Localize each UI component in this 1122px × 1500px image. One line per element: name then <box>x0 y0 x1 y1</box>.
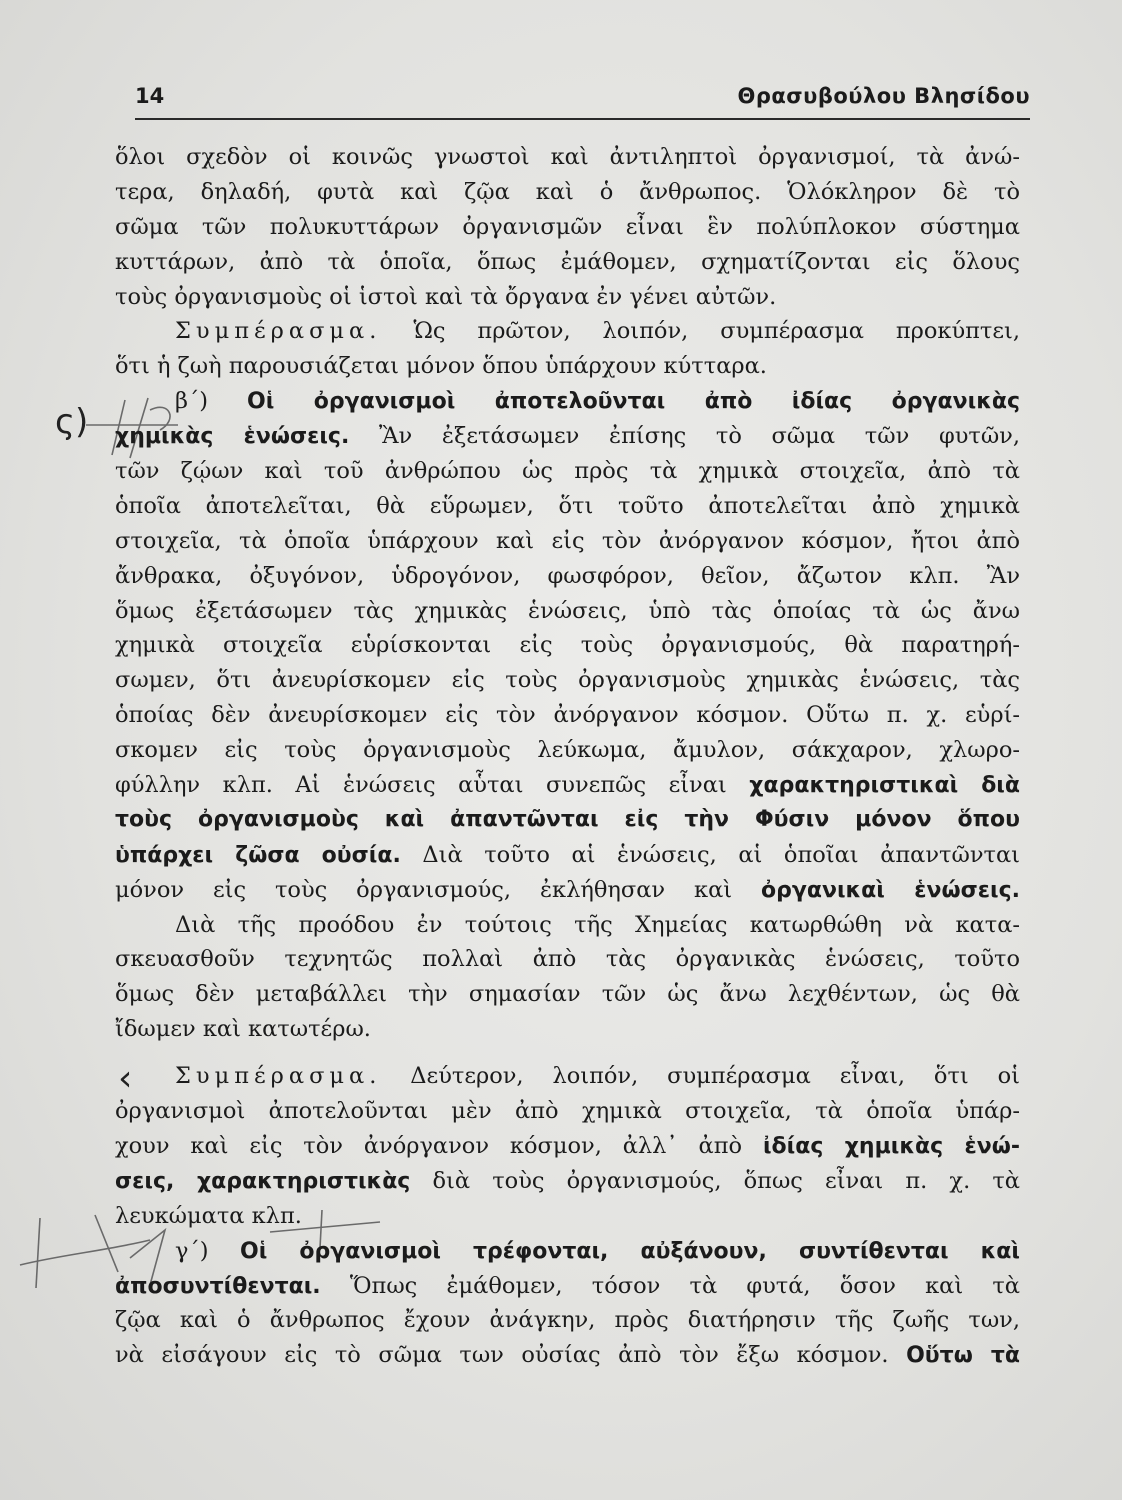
bold-text: ὀργανικαὶ ἑνώσεις. <box>761 877 1020 903</box>
text-line: ὁποῖα ἀποτελεῖται, θὰ εὕρωμεν, ὅτι τοῦτο ἀποτελεῖται ἀπὸ χημικὰ <box>115 492 1020 519</box>
text-line: τερα, δηλαδή, φυτὰ καὶ ζῷα καὶ ὁ ἄνθρωπος. Ὁλόκληρον δὲ τὸ <box>115 178 1020 205</box>
text-line: σεις, χαρακτηριστικὰς διὰ τοὺς ὀργανισμούς, ὅπως εἶναι π. χ. τὰ <box>115 1167 1020 1194</box>
text-line: τοὺς ὀργανισμοὺς οἱ ἱστοὶ καὶ τὰ ὄργανα ἐν γένει αὐτῶν. <box>115 283 777 310</box>
text-line: χημικὰ στοιχεῖα εὑρίσκονται εἰς τοὺς ὀργανισμούς, θὰ παρατηρή- <box>115 632 1020 659</box>
text-line: τοὺς ὀργανισμοὺς καὶ ἀπαντῶνται εἰς τὴν Φύσιν μόνον ὅπου <box>115 806 1020 832</box>
bold-text: ὑπάρχει ζῶσα οὐσία. <box>115 842 401 868</box>
bold-text: Οὕτω τὰ <box>906 1343 1020 1369</box>
text-line: κυττάρων, ἀπὸ τὰ ὁποῖα, ὅπως ἐμάθομεν, σχηματίζονται εἰς ὅλους <box>115 248 1020 275</box>
text-line: Συμπέρασμα. Δεύτερον, λοιπόν, συμπέρασμα εἶναι, ὅτι οἱ <box>175 1063 1020 1090</box>
bold-heading: Οἱ ὀργανισμοὶ τρέφονται, αὐξάνουν, συντίθενται καὶ <box>240 1238 1020 1264</box>
bold-heading: χημικὰς ἑνώσεις. <box>115 424 350 450</box>
pencil-stroke <box>36 1218 40 1288</box>
text-line: Διὰ τῆς προόδου ἐν τούτοις τῆς Χημείας κατωρθώθη νὰ κατα- <box>175 911 1020 938</box>
text-line: Συμπέρασμα. Ὡς πρῶτον, λοιπόν, συμπέρασμα προκύπτει, <box>175 318 1020 345</box>
spaced-heading: Συμπέρασμα. <box>175 318 382 345</box>
bold-heading: Οἱ ὀργανισμοὶ ἀποτελοῦνται ἀπὸ ἰδίας ὀργανικὰς <box>247 389 1020 415</box>
text-line: ὁποίας δὲν ἀνευρίσκομεν εἰς τὸν ἀνόργανον κόσμον. Οὕτω π. χ. εὑρί- <box>115 702 1020 729</box>
text-line: ζῷα καὶ ὁ ἄνθρωπος ἔχουν ἀνάγκην, πρὸς διατήρησιν τῆς ζωῆς των, <box>115 1307 1020 1334</box>
text-line: ἴδωμεν καὶ κατωτέρω. <box>115 1016 371 1043</box>
text-line: ἄνθρακα, ὀξυγόνον, ὑδρογόνον, φωσφόρον, θεῖον, ἄζωτον κλπ. Ἂν <box>115 562 1020 589</box>
bold-text: χαρακτηριστικαὶ διὰ <box>749 773 1020 799</box>
text-line: γ΄) Οἱ ὀργανισμοὶ τρέφονται, αὐξάνουν, συντίθενται καὶ <box>175 1237 1020 1264</box>
text-line: σκευασθοῦν τεχνητῶς πολλαὶ ἀπὸ τὰς ὀργανικὰς ἑνώσεις, τοῦτο <box>115 946 1020 973</box>
running-title: Θρασυβούλου Βλησίδου <box>737 84 1030 108</box>
text-line: σωμεν, ὅτι ἀνευρίσκομεν εἰς τοὺς ὀργανισμοὺς χημικὰς ἑνώσεις, τὰς <box>115 667 1020 694</box>
text-line: ὅμως δὲν μεταβάλλει τὴν σημασίαν τῶν ὡς ἄνω λεχθέντων, ὡς θὰ <box>115 981 1020 1008</box>
bold-text: σεις, χαρακτηριστικὰς <box>115 1168 411 1194</box>
bold-text: ἰδίας χημικὰς ἑνώ- <box>762 1133 1020 1159</box>
handwritten-mark: ‹ <box>118 1058 133 1099</box>
text-line: στοιχεῖα, τὰ ὁποῖα ὑπάρχουν καὶ εἰς τὸν ἀνόργανον κόσμον, ἤτοι ἀπὸ <box>115 527 1020 554</box>
body-text <box>115 140 1020 1373</box>
text-line: τῶν ζῴων καὶ τοῦ ἀνθρώπου ὡς πρὸς τὰ χημικὰ στοιχεῖα, ἀπὸ τὰ <box>115 458 1020 485</box>
text-line: β΄) Οἱ ὀργανισμοὶ ἀποτελοῦνται ἀπὸ ἰδίας ὀργανικὰς <box>175 388 1020 415</box>
text-line: μόνον εἰς τοὺς ὀργανισμούς, ἐκλήθησαν καὶ ὀργανικαὶ ἑνώσεις. <box>115 876 1020 903</box>
text-line: σῶμα τῶν πολυκυττάρων ὀργανισμῶν εἶναι ἓν πολύπλοκον σύστημα <box>115 213 1020 240</box>
text-line: ὑπάρχει ζῶσα οὐσία. Διὰ τοῦτο αἱ ἑνώσεις, αἱ ὁποῖαι ἀπαντῶνται <box>115 841 1020 868</box>
text-line: ἀποσυντίθενται. Ὅπως ἐμάθομεν, τόσον τὰ φυτά, ὅσον καὶ τὰ <box>115 1272 1020 1299</box>
text-line: λευκώματα κλπ. <box>115 1202 302 1229</box>
text-line: σκομεν εἰς τοὺς ὀργανισμοὺς λεύκωμα, ἄμυλον, σάκχαρον, χλωρο- <box>115 737 1020 764</box>
text-line: νὰ εἰσάγουν εἰς τὸ σῶμα των οὐσίας ἀπὸ τὸν ἔξω κόσμον. Οὕτω τὰ <box>115 1342 1020 1369</box>
page-header <box>135 84 1030 120</box>
bold-heading: ἀποσυντίθενται. <box>115 1273 321 1299</box>
spaced-heading: Συμπέρασμα. <box>175 1063 382 1090</box>
text-line: χημικὰς ἑνώσεις. Ἂν ἐξετάσωμεν ἐπίσης τὸ σῶμα τῶν φυτῶν, <box>115 423 1020 450</box>
text-line: ὅλοι σχεδὸν οἱ κοινῶς γνωστοὶ καὶ ἀντιληπτοὶ ὀργανισμοί, τὰ ἀνώ- <box>115 144 1020 170</box>
text-line: χουν καὶ εἰς τὸν ἀνόργανον κόσμον, ἀλλ᾽ ἀπὸ ἰδίας χημικὰς ἑνώ- <box>115 1132 1020 1159</box>
text-line: ὅτι ἡ ζωὴ παρουσιάζεται μόνον ὅπου ὑπάρχουν κύτταρα. <box>115 353 767 380</box>
handwritten-mark: ς) <box>55 402 89 442</box>
text-line: ὅμως ἐξετάσωμεν τὰς χημικὰς ἑνώσεις, ὑπὸ τὰς ὁποίας τὰ ὡς ἄνω <box>115 597 1020 624</box>
page-number: 14 <box>135 84 165 108</box>
text-line: ὀργανισμοὶ ἀποτελοῦνται μὲν ἀπὸ χημικὰ στοιχεῖα, τὰ ὁποῖα ὑπάρ- <box>115 1098 1020 1125</box>
text-line: φύλλην κλπ. Αἱ ἑνώσεις αὗται συνεπῶς εἶναι χαρακτηριστικαὶ διὰ <box>115 772 1020 799</box>
